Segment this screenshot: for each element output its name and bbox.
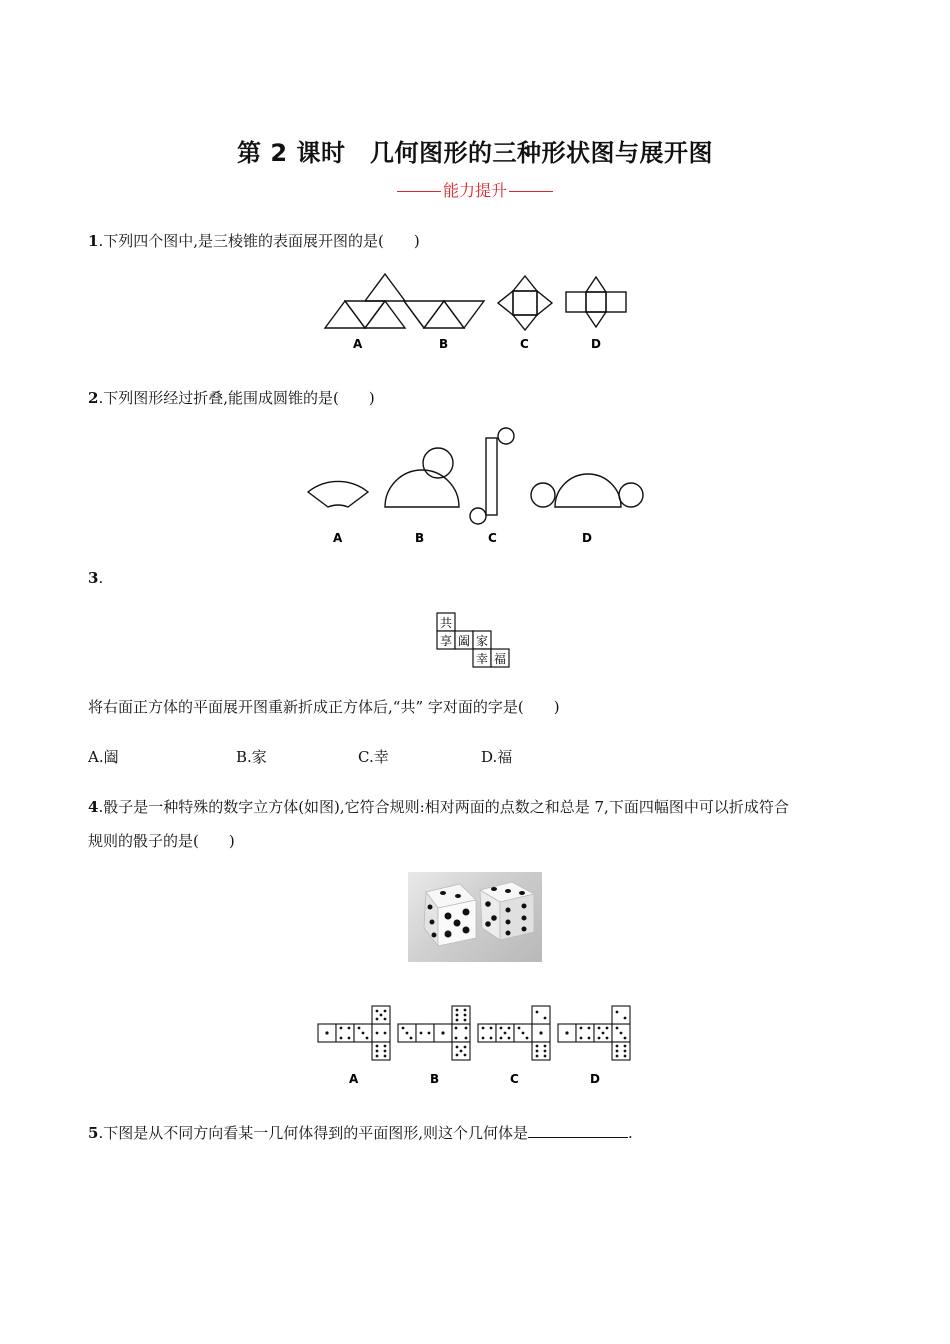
- question-5: [88, 1122, 633, 1143]
- question-3-text: 将右面正方体的平面展开图重新折成正方体后,“共” 字对面的字是(: [88, 698, 524, 716]
- section-subtitle: [0, 178, 950, 201]
- question-5-number: 5: [88, 1124, 99, 1142]
- right-rule: [509, 191, 553, 192]
- question-1-number: 1: [88, 232, 99, 250]
- question-2-close: ): [368, 389, 375, 407]
- net-cell-5: 幸: [475, 652, 489, 666]
- q2-label-b: B: [415, 531, 425, 545]
- question-1-text: .下列四个图中,是三棱锥的表面展开图的是(: [98, 232, 384, 250]
- dice-photo: [408, 872, 542, 962]
- question-2-text: .下列图形经过折叠,能围成圆锥的是(: [98, 389, 339, 407]
- q1-figure-d: [566, 277, 626, 327]
- q2-figures: [300, 425, 650, 550]
- question-1-close: ): [413, 232, 420, 250]
- net-cell-3: 阖: [457, 634, 471, 648]
- q2-figure-a: [308, 481, 368, 507]
- q4-label-b: B: [430, 1072, 440, 1086]
- net-cell-1: 共: [439, 616, 453, 630]
- answer-blank[interactable]: [528, 1123, 628, 1138]
- question-2-number: 2: [88, 389, 99, 407]
- q2-figure-c: [470, 428, 514, 524]
- q4-net-a: [318, 1006, 390, 1060]
- question-3-text-line: [88, 696, 560, 717]
- q1-label-a: A: [353, 337, 363, 351]
- subtitle-text: 能力提升: [442, 181, 507, 200]
- question-1: [88, 230, 420, 251]
- left-rule: [397, 191, 441, 192]
- q1-label-b: B: [439, 337, 449, 351]
- question-4-line-2: [88, 830, 235, 851]
- question-4-line-1: [88, 796, 789, 817]
- q4-net-b: [398, 1006, 470, 1060]
- q4-label-d: D: [590, 1072, 600, 1086]
- page-title: 第 2 课时 几何图形的三种形状图与展开图: [237, 139, 713, 167]
- net-cell-2: 享: [439, 634, 453, 648]
- q4-net-c: [478, 1006, 550, 1060]
- question-4-text-2: 规则的骰子的是(: [88, 832, 199, 850]
- question-4-number: 4: [88, 798, 99, 816]
- q3-option-a: A.阖: [88, 748, 119, 766]
- q4-net-d: [558, 1006, 630, 1060]
- q4-label-a: A: [349, 1072, 359, 1086]
- q2-figure-d: [531, 474, 643, 507]
- q1-figure-b: [404, 301, 484, 328]
- question-3-close: ): [553, 698, 560, 716]
- q1-figure-a: [325, 274, 405, 328]
- q3-option-b: B.家: [236, 748, 267, 766]
- q1-figure-c: [498, 276, 552, 330]
- q2-label-d: D: [582, 531, 592, 545]
- q1-label-c: C: [520, 337, 529, 351]
- question-5-text: .下图是从不同方向看某一几何体得到的平面图形,则这个几何体是: [98, 1124, 528, 1142]
- q2-label-c: C: [488, 531, 497, 545]
- question-5-end: .: [627, 1124, 633, 1142]
- question-2: [88, 387, 375, 408]
- net-cell-6: 福: [493, 652, 507, 666]
- q2-figure-b: [385, 448, 459, 507]
- q3-option-c: C.幸: [358, 748, 389, 766]
- question-4-text-1: .骰子是一种特殊的数字立方体(如图),它符合规则:相对两面的点数之和总是 7,下面四幅图中可以折成符合: [98, 798, 789, 816]
- q1-figures: [320, 268, 640, 358]
- net-cell-4: 家: [475, 634, 489, 648]
- question-4-close: ): [228, 832, 235, 850]
- cube-net: [436, 612, 516, 672]
- q4-label-c: C: [510, 1072, 519, 1086]
- q3-option-d: D.福: [481, 748, 513, 766]
- dice-illustration: [408, 872, 542, 962]
- question-3: [88, 569, 103, 587]
- q4-dice-nets: [316, 1004, 636, 1089]
- q2-label-a: A: [333, 531, 343, 545]
- question-3-number: 3: [88, 569, 99, 587]
- question-3-suffix: .: [98, 569, 104, 587]
- q1-label-d: D: [591, 337, 601, 351]
